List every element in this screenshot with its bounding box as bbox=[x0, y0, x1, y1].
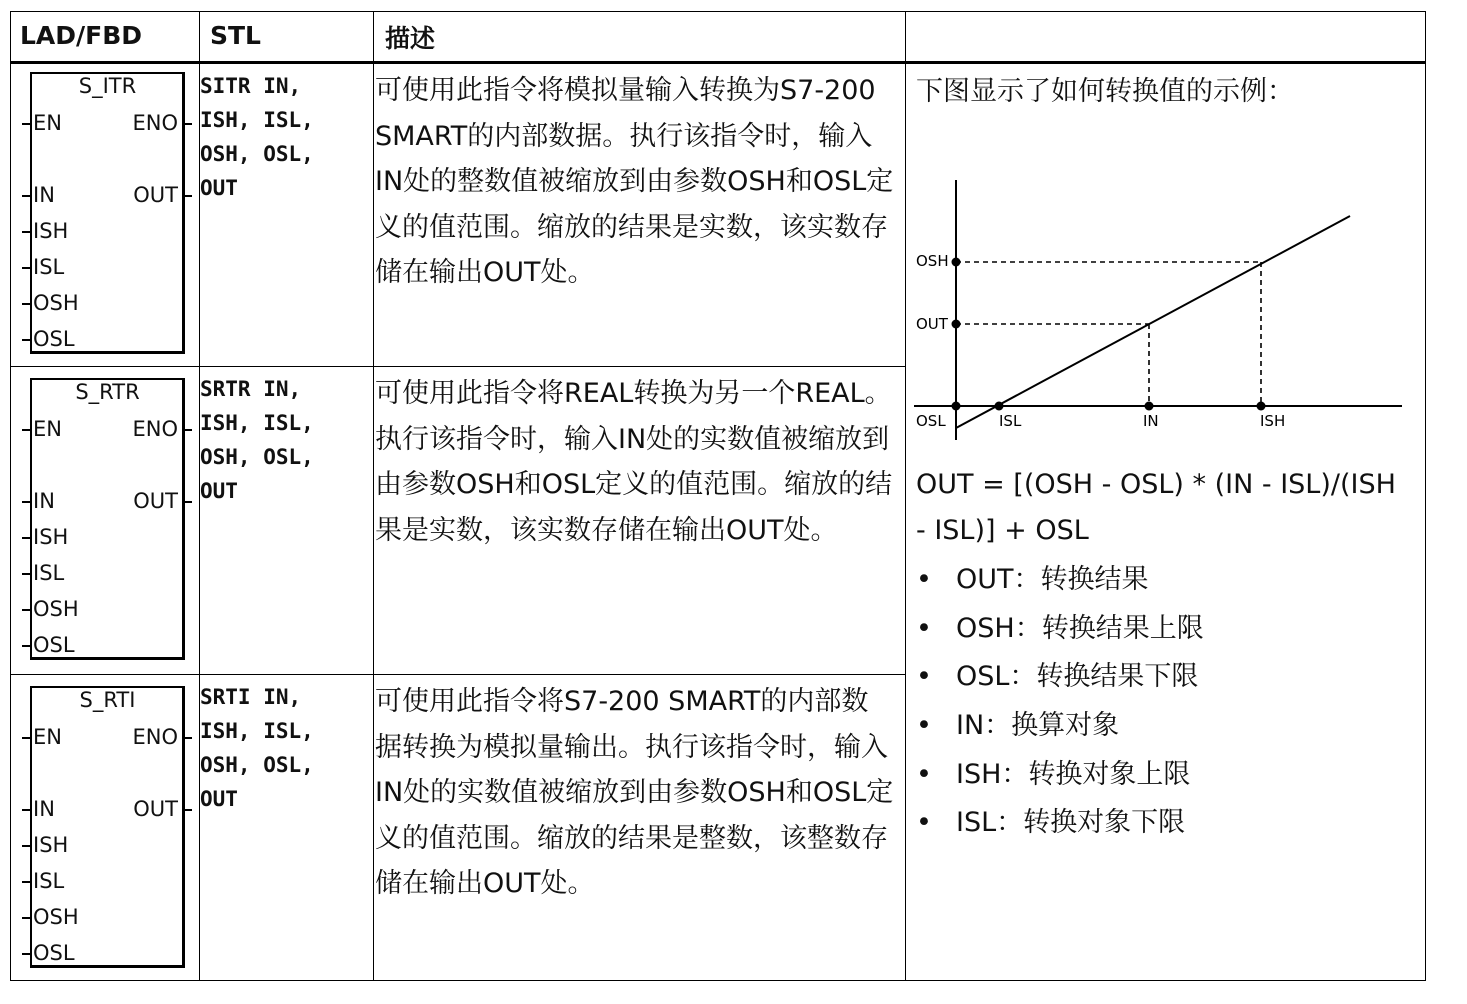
pin-line bbox=[184, 429, 192, 431]
pin-en: EN bbox=[33, 725, 62, 749]
pin-in: IN bbox=[33, 797, 55, 821]
bullet: • bbox=[916, 564, 932, 595]
pin-line bbox=[22, 953, 30, 955]
pin-out: OUT bbox=[133, 183, 178, 207]
example-intro: 下图显示了如何转换值的示例： bbox=[916, 76, 1294, 107]
list-item bbox=[916, 560, 1149, 600]
bullet: • bbox=[916, 710, 932, 741]
pin-line bbox=[22, 339, 30, 341]
list-item bbox=[916, 803, 1185, 843]
pin-line bbox=[22, 609, 30, 611]
pin-line bbox=[22, 881, 30, 883]
scaling-formula: OUT = [(OSH - OSL) * (IN - ISL)/(ISH - ISL)] + OSL bbox=[916, 469, 1396, 546]
row-divider bbox=[11, 366, 906, 367]
pin-ish: ISH bbox=[33, 219, 69, 243]
graph-label-isl: ISL bbox=[999, 412, 1022, 430]
list-item-text: OUT：转换结果 bbox=[956, 564, 1149, 595]
pin-line bbox=[184, 123, 192, 125]
isl-point bbox=[995, 402, 1004, 411]
description-text: 可使用此指令将模拟量输入转换为S7-200 SMART的内部数据。执行该指令时，输入IN处的整数值被缩放到由参数OSH和OSL定义的值范围。缩放的结果是实数，该实数存储在输出OUT处。 bbox=[375, 75, 894, 289]
fbd-box-s-rtr bbox=[18, 372, 184, 660]
header-stl: STL bbox=[210, 21, 261, 50]
pin-en: EN bbox=[33, 111, 62, 135]
pin-line bbox=[22, 645, 30, 647]
list-item bbox=[916, 755, 1190, 795]
header-lad-fbd: LAD/FBD bbox=[20, 21, 143, 50]
pin-isl: ISL bbox=[33, 255, 65, 279]
pin-eno: ENO bbox=[132, 417, 178, 441]
pin-isl: ISL bbox=[33, 869, 65, 893]
pin-out: OUT bbox=[133, 797, 178, 821]
column-divider bbox=[905, 12, 906, 980]
fbd-box-title: S_ITR bbox=[78, 74, 137, 98]
pin-line bbox=[22, 195, 30, 197]
list-item-text: OSH：转换结果上限 bbox=[956, 613, 1204, 644]
list-item bbox=[916, 706, 1119, 746]
pin-osl: OSL bbox=[33, 633, 75, 657]
pin-line bbox=[22, 123, 30, 125]
fbd-box-s-itr bbox=[18, 66, 184, 354]
pin-line bbox=[22, 537, 30, 539]
list-item bbox=[916, 609, 1204, 649]
pin-line bbox=[22, 501, 30, 503]
osl-point bbox=[952, 402, 961, 411]
pin-out: OUT bbox=[133, 489, 178, 513]
pin-ish: ISH bbox=[33, 525, 69, 549]
pin-line bbox=[22, 231, 30, 233]
pin-line bbox=[184, 501, 192, 503]
graph-label-out: OUT bbox=[916, 315, 948, 333]
pin-line bbox=[22, 573, 30, 575]
fbd-box-title: S_RTR bbox=[75, 380, 140, 404]
pin-line bbox=[184, 737, 192, 739]
bullet: • bbox=[916, 613, 932, 644]
pin-line bbox=[22, 845, 30, 847]
bullet: • bbox=[916, 807, 932, 838]
header-divider bbox=[11, 61, 1425, 64]
pin-line bbox=[22, 429, 30, 431]
bullet: • bbox=[916, 759, 932, 790]
pin-eno: ENO bbox=[132, 725, 178, 749]
pin-line bbox=[22, 737, 30, 739]
ish-point bbox=[1257, 402, 1266, 411]
pin-in: IN bbox=[33, 489, 55, 513]
row-divider bbox=[11, 674, 906, 675]
list-item bbox=[916, 657, 1198, 697]
stl-code: SITR IN, ISH, ISL, OSH, OSL, OUT bbox=[200, 74, 314, 200]
pin-line bbox=[22, 303, 30, 305]
graph-label-osl: OSL bbox=[916, 412, 946, 430]
scaling-graph bbox=[906, 170, 1416, 460]
pin-in: IN bbox=[33, 183, 55, 207]
fbd-box-title: S_RTI bbox=[79, 688, 136, 712]
graph-label-ish: ISH bbox=[1260, 412, 1286, 430]
osh-point bbox=[952, 258, 961, 267]
scaling-line bbox=[956, 216, 1350, 428]
list-item-text: OSL：转换结果下限 bbox=[956, 661, 1199, 692]
pin-line bbox=[22, 809, 30, 811]
list-item-text: ISH：转换对象上限 bbox=[956, 759, 1191, 790]
fbd-box-s-rti bbox=[18, 680, 184, 968]
stl-code: SRTI IN, ISH, ISL, OSH, OSL, OUT bbox=[200, 685, 314, 811]
in-point bbox=[1145, 402, 1154, 411]
pin-osh: OSH bbox=[33, 291, 79, 315]
column-divider bbox=[373, 12, 374, 980]
pin-osh: OSH bbox=[33, 905, 79, 929]
pin-eno: ENO bbox=[132, 111, 178, 135]
description-text: 可使用此指令将S7-200 SMART的内部数据转换为模拟量输出。执行该指令时，输入IN处的实数值被缩放到由参数OSH和OSL定义的值范围。缩放的结果是整数，该整数存储在输出OUT处。 bbox=[375, 686, 894, 900]
list-item-text: IN：换算对象 bbox=[956, 710, 1120, 741]
bullet: • bbox=[916, 661, 932, 692]
pin-isl: ISL bbox=[33, 561, 65, 585]
out-point bbox=[952, 320, 961, 329]
pin-osl: OSL bbox=[33, 327, 75, 351]
header-description: 描述 bbox=[385, 24, 436, 53]
pin-osh: OSH bbox=[33, 597, 79, 621]
description-text: 可使用此指令将REAL转换为另一个REAL。执行该指令时，输入IN处的实数值被缩放到由参数OSH和OSL定义的值范围。缩放的结果是实数，该实数存储在输出OUT处。 bbox=[375, 378, 893, 546]
pin-line bbox=[184, 195, 192, 197]
pin-line bbox=[184, 809, 192, 811]
graph-label-osh: OSH bbox=[916, 252, 949, 270]
pin-osl: OSL bbox=[33, 941, 75, 965]
graph-label-in: IN bbox=[1143, 412, 1159, 430]
list-item-text: ISL：转换对象下限 bbox=[956, 807, 1186, 838]
stl-code: SRTR IN, ISH, ISL, OSH, OSL, OUT bbox=[200, 377, 314, 503]
pin-line bbox=[22, 917, 30, 919]
pin-en: EN bbox=[33, 417, 62, 441]
pin-ish: ISH bbox=[33, 833, 69, 857]
pin-line bbox=[22, 267, 30, 269]
